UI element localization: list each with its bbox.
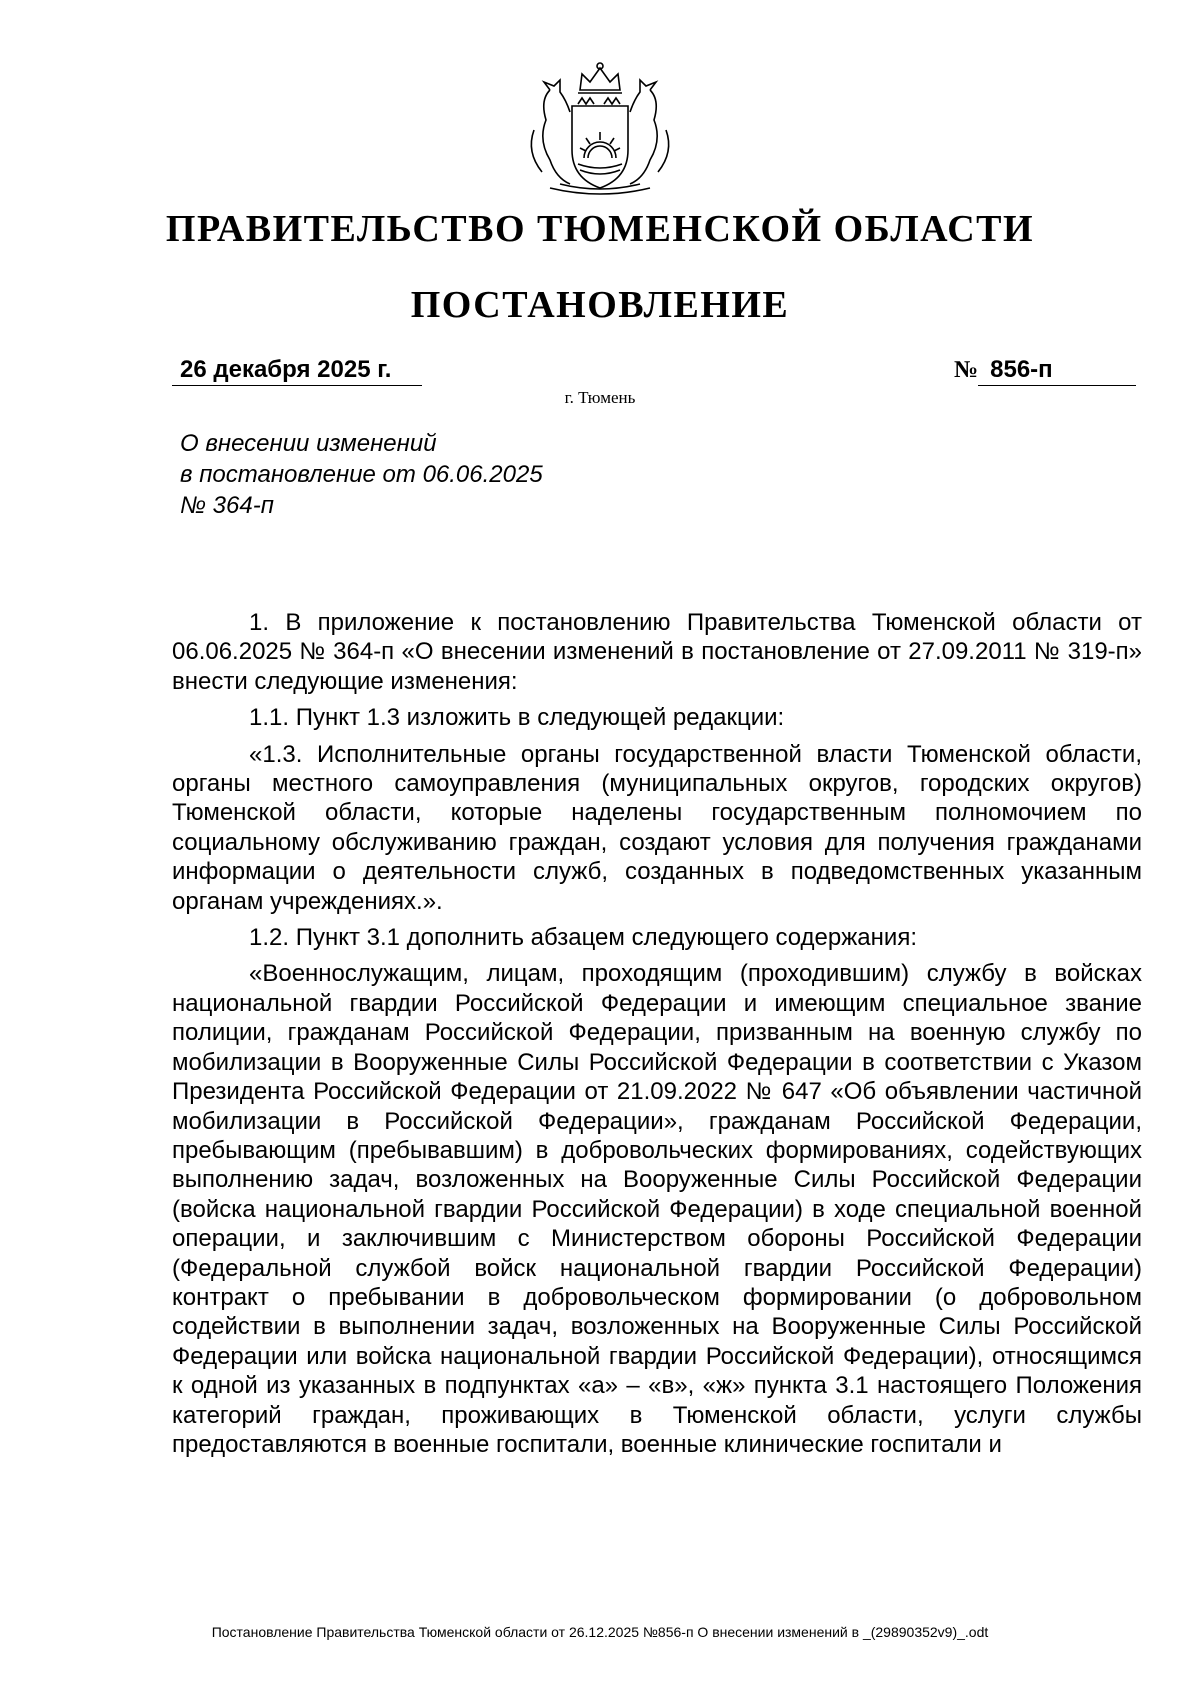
document-number: 856-п <box>978 355 1136 386</box>
coat-of-arms-tyumen-icon <box>520 60 680 200</box>
document-body <box>172 608 1142 1459</box>
document-city: г. Тюмень <box>564 388 636 407</box>
document-number-block <box>954 355 1136 386</box>
organization-title: ПРАВИТЕЛЬСТВО ТЮМЕНСКОЙ ОБЛАСТИ <box>165 208 1035 250</box>
subject-line-2: в постановление от 06.06.2025 <box>180 461 543 488</box>
subject-line-1: О внесении изменений <box>180 430 437 457</box>
document-type-title: ПОСТАНОВЛЕНИЕ <box>410 284 790 326</box>
document-subject <box>180 428 543 521</box>
paragraph-1-3-text: «1.3. Исполнительные органы государственной власти Тюменской области, органы местного самоуправления (муниципальных округов, городских округов) Тюменской области, которые наделены государственным полномочием по социальному обслуживанию граждан, создают условия для получения гражданами информации о деятельности служб, созданных в подведомственных указанным органам учреждениях.». <box>172 740 1142 915</box>
document-date: 26 декабря 2025 г. <box>172 355 422 386</box>
subject-line-3: № 364-п <box>180 492 274 519</box>
paragraph-3-1-addition: «Военнослужащим, лицам, проходящим (проходившим) службу в войсках национальной гвардии Российской Федерации и имеющим специальное звание полиции, гражданам Российской Федерации, призванным на военную службу по мобилизации в Вооруженные Силы Российской Федерации в соответствии с Указом Президента Российской Федерации от 21.09.2022 № 647 «Об объявлении частичной мобилизации в Российской Федерации», гражданам Российской Федерации, пребывающим (пребывавшим) в добровольческих формированиях, содействующих выполнению задач, возложенных на Вооруженные Силы Российской Федерации (войска национальной гвардии Российской Федерации) в ходе специальной военной операции, и заключившим с Министерством обороны Российской Федерации (Федеральной службой войск национальной гвардии Российской Федерации) контракт о пребывании в добровольческом формировании (о добровольном содействии в выполнении задач, возложенных на Вооруженные Силы Российской Федерации или войска национальной гвардии Российской Федерации), относящимся к одной из указанных в подпунктах «а» – «в», «ж» пункта 3.1 настоящего Положения категорий граждан, проживающих в Тюменской области, услуги службы предоставляются в военные госпитали, военные клинические госпитали и <box>172 960 1142 1458</box>
paragraph-1-2: 1.2. Пункт 3.1 дополнить абзацем следующего содержания: <box>249 924 917 952</box>
page-footer: Постановление Правительства Тюменской области от 26.12.2025 №856-п О внесении изменений в _(29890352v9)_.odt <box>211 1624 989 1640</box>
number-sign: № <box>954 357 979 383</box>
paragraph-1-1: 1.1. Пункт 1.3 изложить в следующей редакции: <box>249 704 785 732</box>
paragraph-1: 1. В приложение к постановлению Правительства Тюменской области от 06.06.2025 № 364-п «О внесении изменений в постановление от 27.09.2011 № 319-п» внести следующие изменения: <box>172 609 1142 695</box>
